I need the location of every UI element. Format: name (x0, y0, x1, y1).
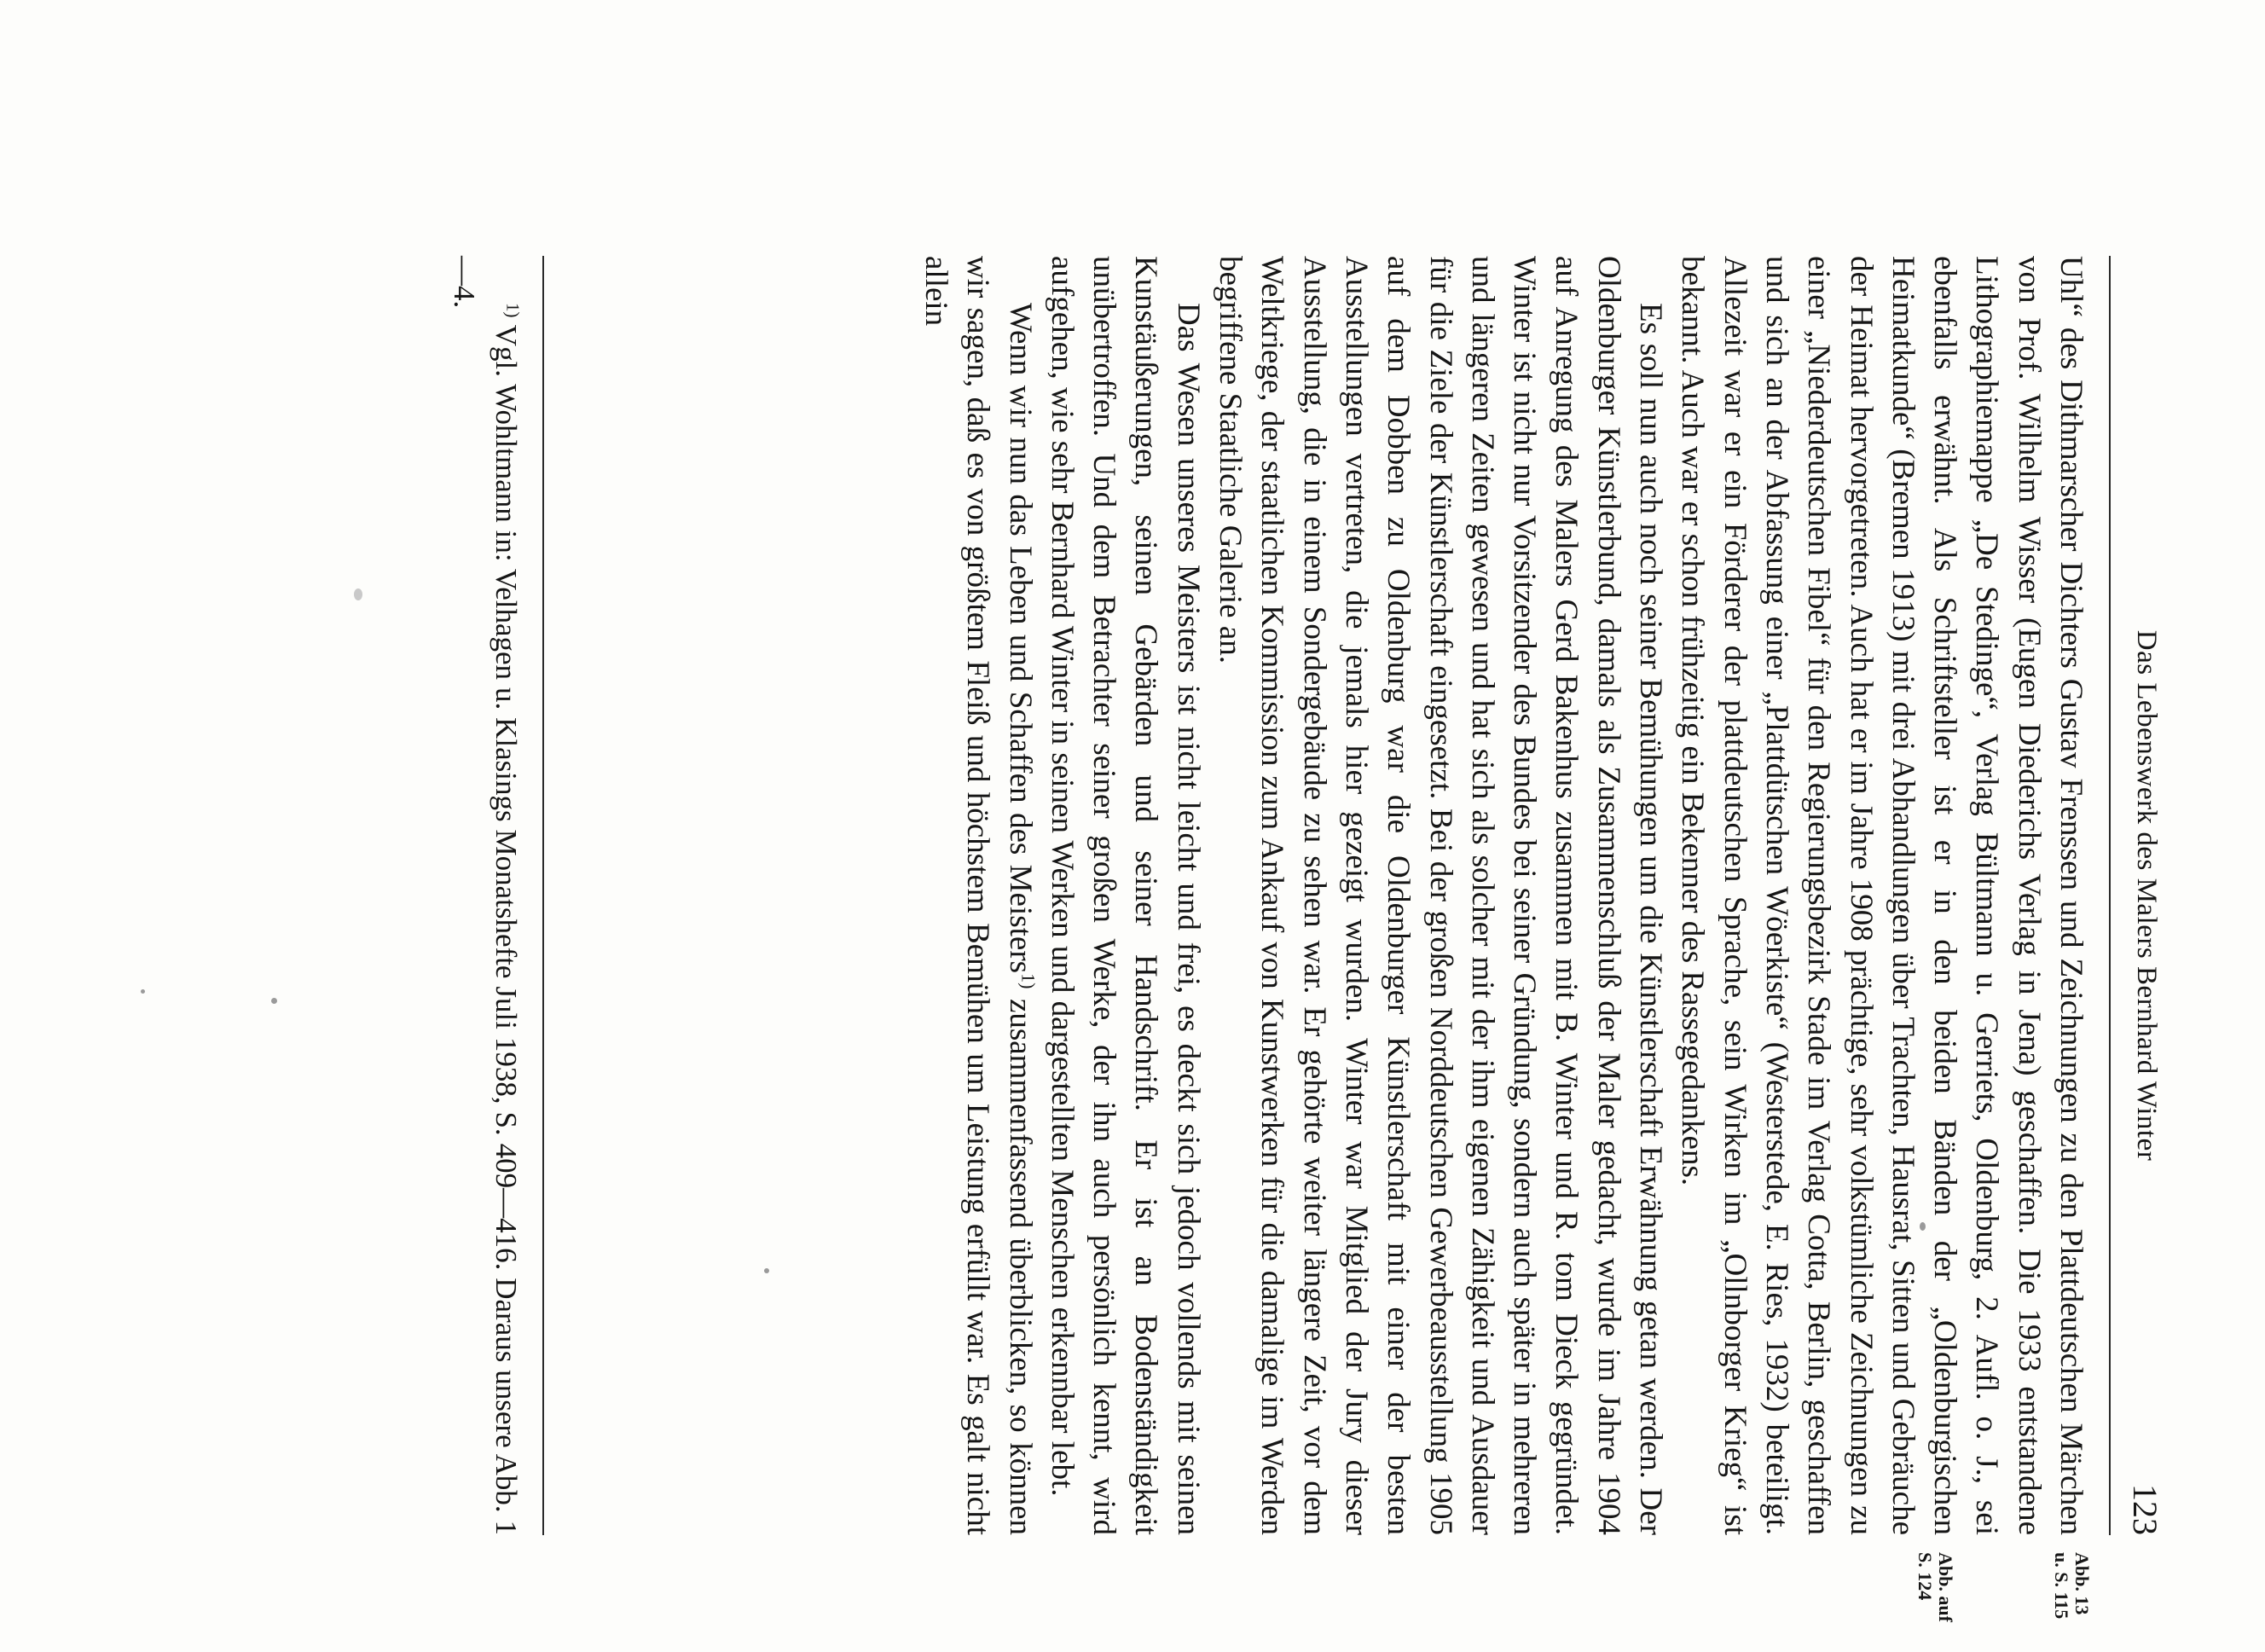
paragraph-character: Das Wesen unseres Meisters ist nicht leicht und frei, es deckt sich jedoch vollends mit seinen Kunstäußerungen, seinen Gebärden und seiner Handschrift. Er ist an Bodenständigkeit unübertroffen. Und dem Betrachter seiner großen Werke, der ihn auch persönlich kennt, wird aufgehen, wie sehr Bernhard Winter in seinen Werken und dargestellten Menschen erkennbar lebt. (1044, 256, 1206, 1535)
paragraph-kuenstlerbund: Es soll nun auch noch seiner Bemühungen um die Künstlerschaft Erwähnung getan werden. Der Oldenburger Künstlerbund, damals als Zusammenschluß der Maler gedacht, wurde im Jahre 1904 auf Anregung des Malers Gerd Bakenhus zusammen mit B. Winter und R. tom Dieck gegründet. Winter ist nicht nur Vorsitzender des Bundes bei seiner Gründung, sondern auch später in mehreren und längeren Zeiten gewesen und hat sich als solcher mit der ihm eigenen Zähigkeit und Ausdauer für die Ziele der Künstlerschaft eingesetzt. Bei der großen Norddeutschen Gewerbeausstellung 1905 auf dem Dobben zu Oldenburg war die Oldenburger Künstlerschaft mit einer der besten Ausstellungen vertreten, die jemals hier gezeigt wurden. Winter war Mitglied der Jury dieser Ausstellung, die in einem Sondergebäude zu sehen war. Er gehörte weiter längere Zeit, vor dem Weltkriege, der staatlichen Kommission zum Ankauf von Kunstwerken für die damalige im Werden begriffene Staatliche Galerie an. (1213, 256, 1669, 1535)
page-number: 123 (2126, 1484, 2164, 1535)
footnote-text: Vgl. Wohltmann in: Velhagen u. Klasings Monatshefte Juli 1938, S. 409—416. Daraus unsere Abb. 1—4. (448, 256, 523, 1535)
margin-note-figure-13: Abb. 13 u. S. 115 (2051, 1552, 2093, 1620)
footnote-rule (542, 256, 544, 1535)
footnote-mark: 1) (502, 303, 524, 318)
rotated-book-page (216, 217, 2177, 1639)
summary-text-start: Wenn wir nun das Leben und Schaffen des Meisters (1002, 303, 1038, 974)
body-text (915, 256, 2092, 1535)
summary-text-end: zusammenfassend überblicken, so können wir sagen, daß es von größtem Fleiß und höchstem Bemühen um Leistung erfüllt war. Es galt nicht allein (918, 256, 1038, 1535)
paragraph-summary (915, 256, 1041, 1535)
footnote-reference: 1) (1017, 973, 1039, 989)
header-rule (2109, 256, 2111, 1535)
footnote (443, 256, 527, 1535)
scan-speck (141, 989, 145, 994)
running-title: Das Lebenswerk des Malers Bernhard Winter (2131, 629, 2162, 1162)
page-header (2123, 256, 2165, 1535)
margin-note-figure-124: Abb. auf S. 124 (1915, 1552, 1956, 1622)
paragraph-works: Uhl“ des Dithmarscher Dichters Gustav Frenssen und Zeichnungen zu den Plattdeutschen Märchen von Prof. Wilhelm Wisser (Eugen Diederichs Verlag in Jena) geschaffen. Die 1933 entstandene Lithographiemappe „De Stedinge“, Verlag Bültmann u. Gerriets, Oldenburg, 2. Aufl. o. J., sei ebenfalls erwähnt. Als Schriftsteller ist er in den beiden Bänden der „Oldenburgischen Heimatkunde“ (Bremen 1913) mit drei Abhandlungen über Trachten, Hausrat, Sitten und Gebräuche der Heimat hervorgetreten. Auch hat er im Jahre 1908 prächtige, sehr volkstümliche Zeichnungen zu einer „Niederdeutschen Fibel“ für den Regierungsbezirk Stade im Verlag Cotta, Berlin, geschaffen und sich an der Abfassung einer „Plattdütschen Wöerkiste“ (Westerstede, E. Ries, 1932) beteiligt. Allezeit war er ein Förderer der plattdeutschen Sprache, sein Wirken im „Ollnborger Krieg“ ist bekannt. Auch war er schon frühzeitig ein Bekenner des Rassegedankens. (1675, 256, 2088, 1535)
